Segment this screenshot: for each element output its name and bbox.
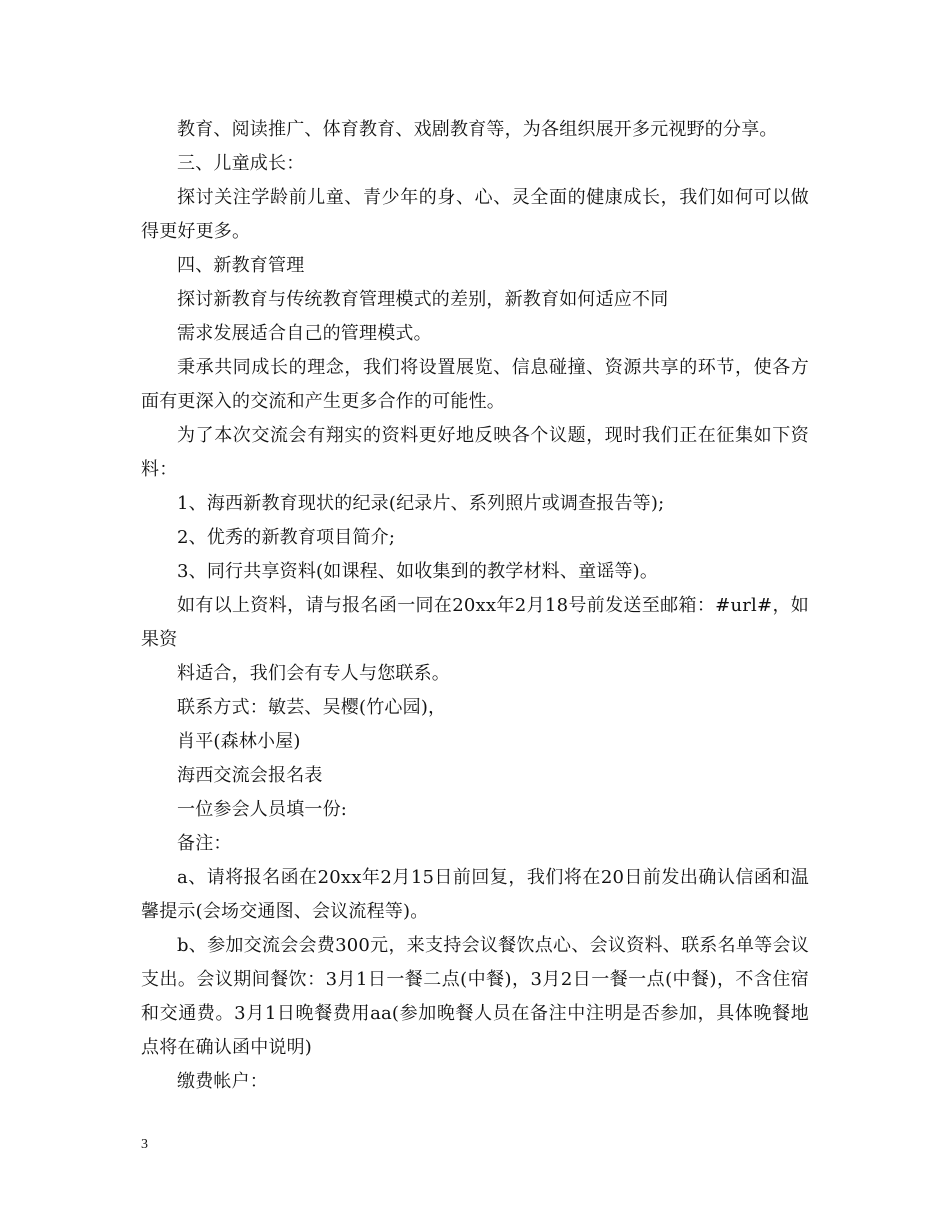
paragraph: 探讨关注学龄前儿童、青少年的身、心、灵全面的健康成长，我们如何可以做得更好更多。 xyxy=(141,187,809,242)
paragraph: 探讨新教育与传统教育管理模式的差别，新教育如何适应不同 xyxy=(177,289,669,310)
paragraph: 教育、阅读推广、体育教育、戏剧教育等，为各组织展开多元视野的分享。 xyxy=(177,119,778,140)
paragraph: 四、新教育管理 xyxy=(177,255,305,276)
paragraph: 备注： xyxy=(177,833,232,854)
paragraph: 联系方式：敏芸、吴樱(竹心园)， xyxy=(177,697,447,718)
paragraph: a、请将报名函在20xx年2月15日前回复，我们将在20日前发出确认信函和温馨提示(会场交通图、会议流程等)。 xyxy=(141,867,809,922)
paragraph: 1、海西新教育现状的纪录(纪录片、系列照片或调查报告等); xyxy=(177,493,665,514)
paragraph: 肖平(森林小屋) xyxy=(177,731,301,752)
paragraph: 缴费帐户： xyxy=(177,1071,268,1092)
paragraph: 2、优秀的新教育项目简介; xyxy=(177,527,396,548)
paragraph: 料适合，我们会有专人与您联系。 xyxy=(177,663,450,684)
paragraph: 需求发展适合自己的管理模式。 xyxy=(177,323,432,344)
page-number: 3 xyxy=(141,1137,148,1152)
paragraph: 三、儿童成长： xyxy=(177,153,305,174)
paragraph: b、参加交流会会费300元，来支持会议餐饮点心、会议资料、联系名单等会议支出。会议期间餐饮：3月1日一餐二点(中餐)，3月2日一餐一点(中餐)，不含住宿和交通费。3月1日晚餐费用aa(参加晚餐人员在备注中注明是否参加，具体晚餐地点将在确认函中说明) xyxy=(141,935,809,1058)
document-body xyxy=(141,113,809,1099)
paragraph: 为了本次交流会有翔实的资料更好地反映各个议题，现时我们正在征集如下资料： xyxy=(141,425,809,480)
paragraph: 如有以上资料，请与报名函一同在20xx年2月18号前发送至邮箱：#url#，如果资 xyxy=(141,595,809,650)
paragraph: 一位参会人员填一份: xyxy=(177,799,348,820)
paragraph: 3、同行共享资料(如课程、如收集到的教学材料、童谣等)。 xyxy=(177,561,659,582)
paragraph: 秉承共同成长的理念，我们将设置展览、信息碰撞、资源共享的环节，使各方面有更深入的交流和产生更多合作的可能性。 xyxy=(141,357,809,412)
paragraph: 海西交流会报名表 xyxy=(177,765,323,786)
